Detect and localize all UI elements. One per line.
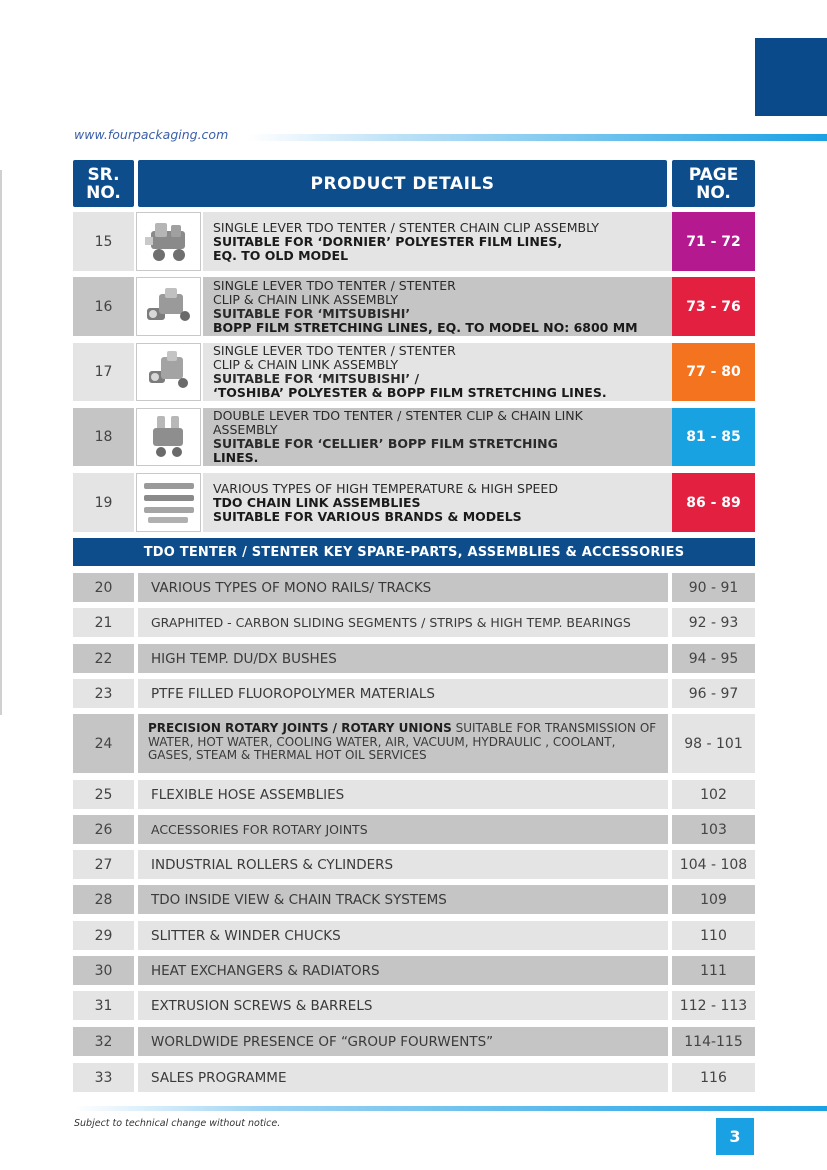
sr-number: 24 [73,714,134,773]
sr-number: 15 [73,212,134,271]
website-url[interactable]: www.fourpackaging.com [74,127,229,142]
spare-row-30[interactable] [73,956,755,985]
desc-line2-plain: CLIP & CHAIN LINK ASSEMBLY [213,291,399,307]
desc-line2-bold: SUITABLE FOR ‘MITSUBISHI’ [213,305,411,321]
page-range[interactable]: 81 - 85 [672,408,755,466]
featured-row-16[interactable] [73,277,755,336]
sr-header-line2: NO. [86,182,121,203]
item-description: ACCESSORIES FOR ROTARY JOINTS [138,815,668,844]
page-header-line1: PAGE [688,164,739,185]
featured-row-18[interactable] [73,408,755,466]
double-clip-icon [136,408,201,466]
desc-line2 [213,293,741,321]
sr-number: 17 [73,343,134,401]
item-description: TDO INSIDE VIEW & CHAIN TRACK SYSTEMS [138,885,668,914]
page-range[interactable]: 96 - 97 [672,679,755,708]
spare-row-28[interactable] [73,885,755,914]
corner-tab [755,38,827,116]
sr-number: 29 [73,921,134,950]
desc-line3: BOPP FILM STRETCHING LINES, EQ. TO MODEL NO: 6800 MM [213,319,638,335]
item-description: VARIOUS TYPES OF MONO RAILS/ TRACKS [138,573,668,602]
chain-clip-icon [136,277,201,336]
spare-row-21[interactable] [73,608,755,637]
page-range[interactable]: 86 - 89 [672,473,755,532]
chain-links-icon [136,473,201,532]
desc-line1: SINGLE LEVER TDO TENTER / STENTER CHAIN CLIP ASSEMBLY [213,219,600,235]
desc-line2-plain: ASSEMBLY [213,422,278,437]
item-description-bold: PRECISION ROTARY JOINTS / ROTARY UNIONS [148,721,452,735]
page-range[interactable]: 98 - 101 [672,714,755,773]
spare-row-29[interactable] [73,921,755,950]
spare-row-32[interactable] [73,1027,755,1056]
spare-row-31[interactable] [73,991,755,1020]
product-description [203,277,741,336]
page-no-header [672,160,755,207]
product-description [203,408,741,466]
product-description [203,473,741,532]
sr-number: 19 [73,473,134,532]
page-range[interactable]: 111 [672,956,755,985]
product-details-header: PRODUCT DETAILS [138,160,667,207]
featured-row-15[interactable] [73,212,755,271]
sr-number: 23 [73,679,134,708]
item-description: HIGH TEMP. DU/DX BUSHES [138,644,668,673]
footnote: Subject to technical change without notice. [74,1118,281,1129]
sr-number: 31 [73,991,134,1020]
desc-line2-bold: SUITABLE FOR ‘CELLIER’ BOPP FILM STRETCHING [213,436,558,451]
desc-line2-plain: CLIP & CHAIN LINK ASSEMBLY [213,357,399,372]
sr-number: 18 [73,408,134,466]
desc-line2: SUITABLE FOR ‘DORNIER’ POLYESTER FILM LINES, [213,233,563,249]
sr-number: 16 [73,277,134,336]
spare-row-27[interactable] [73,850,755,879]
item-description: PTFE FILLED FLUOROPOLYMER MATERIALS [138,679,668,708]
desc-line1: SINGLE LEVER TDO TENTER / STENTER [213,343,456,358]
featured-row-19[interactable] [73,473,755,532]
item-description-rest: SUITABLE FOR TRANSMISSION OF WATER, HOT WATER, COOLING WATER, AIR, VACUUM, HYDRAULIC , COOLANT, GASES, STEAM & THERMAL HOT OIL SERVICES [148,721,657,762]
spare-row-23[interactable] [73,679,755,708]
spare-row-20[interactable] [73,573,755,602]
section-title: TDO TENTER / STENTER KEY SPARE-PARTS, ASSEMBLIES & ACCESSORIES [73,538,755,566]
sr-number: 30 [73,956,134,985]
page-number-badge: 3 [716,1118,754,1155]
spare-row-26[interactable] [73,815,755,844]
desc-line1: DOUBLE LEVER TDO TENTER / STENTER CLIP & CHAIN LINK [213,408,583,423]
desc-line2 [213,423,741,451]
desc-line3: EQ. TO OLD MODEL [213,247,349,263]
page-range[interactable]: 77 - 80 [672,343,755,401]
desc-line2-bold: SUITABLE FOR ‘MITSUBISHI’ / [213,371,420,386]
item-description [138,714,668,773]
desc-line1: SINGLE LEVER TDO TENTER / STENTER [213,277,456,293]
page-range[interactable]: 92 - 93 [672,608,755,637]
item-description: GRAPHITED - CARBON SLIDING SEGMENTS / STRIPS & HIGH TEMP. BEARINGS [138,608,668,637]
page-range[interactable]: 110 [672,921,755,950]
sr-number: 26 [73,815,134,844]
spare-row-22[interactable] [73,644,755,673]
page-range[interactable]: 104 - 108 [672,850,755,879]
desc-line3: SUITABLE FOR VARIOUS BRANDS & MODELS [213,508,522,524]
page-range[interactable]: 116 [672,1063,755,1092]
sr-number: 32 [73,1027,134,1056]
sr-number: 22 [73,644,134,673]
featured-row-17[interactable] [73,343,755,401]
spare-row-33[interactable] [73,1063,755,1092]
page-header-line2: NO. [696,182,731,203]
single-clip-icon [136,212,201,271]
page-range[interactable]: 94 - 95 [672,644,755,673]
header-gradient-bar [248,134,827,141]
item-description: EXTRUSION SCREWS & BARRELS [138,991,668,1020]
sr-number: 27 [73,850,134,879]
item-description: FLEXIBLE HOSE ASSEMBLIES [138,780,668,809]
desc-line2: TDO CHAIN LINK ASSEMBLIES [213,494,421,510]
page-range[interactable]: 112 - 113 [672,991,755,1020]
sr-number: 28 [73,885,134,914]
sr-header-line1: SR. [87,164,120,185]
sr-number: 33 [73,1063,134,1092]
spare-row-24[interactable] [73,714,755,773]
sr-number: 21 [73,608,134,637]
product-description [203,212,741,271]
page-range[interactable]: 71 - 72 [672,212,755,271]
sr-no-header [73,160,134,207]
desc-line3: LINES. [213,450,259,465]
page-range[interactable]: 90 - 91 [672,573,755,602]
item-description: SLITTER & WINDER CHUCKS [138,921,668,950]
item-description: WORLDWIDE PRESENCE OF “GROUP FOURWENTS” [138,1027,668,1056]
spare-row-25[interactable] [73,780,755,809]
item-description: SALES PROGRAMME [138,1063,668,1092]
page-range[interactable]: 102 [672,780,755,809]
page-range[interactable]: 109 [672,885,755,914]
page-range[interactable]: 73 - 76 [672,277,755,336]
product-description [203,343,741,401]
left-margin-rule [0,170,2,715]
sr-number: 25 [73,780,134,809]
desc-line1: VARIOUS TYPES OF HIGH TEMPERATURE & HIGH SPEED [213,480,558,496]
footer-gradient-bar [74,1106,827,1111]
item-description: INDUSTRIAL ROLLERS & CYLINDERS [138,850,668,879]
item-description: HEAT EXCHANGERS & RADIATORS [138,956,668,985]
page-range[interactable]: 114-115 [672,1027,755,1056]
desc-line3: ‘TOSHIBA’ POLYESTER & BOPP FILM STRETCHING LINES. [213,385,607,400]
sr-number: 20 [73,573,134,602]
desc-line2 [213,358,741,386]
chain-clip-icon [136,343,201,401]
page-range[interactable]: 103 [672,815,755,844]
